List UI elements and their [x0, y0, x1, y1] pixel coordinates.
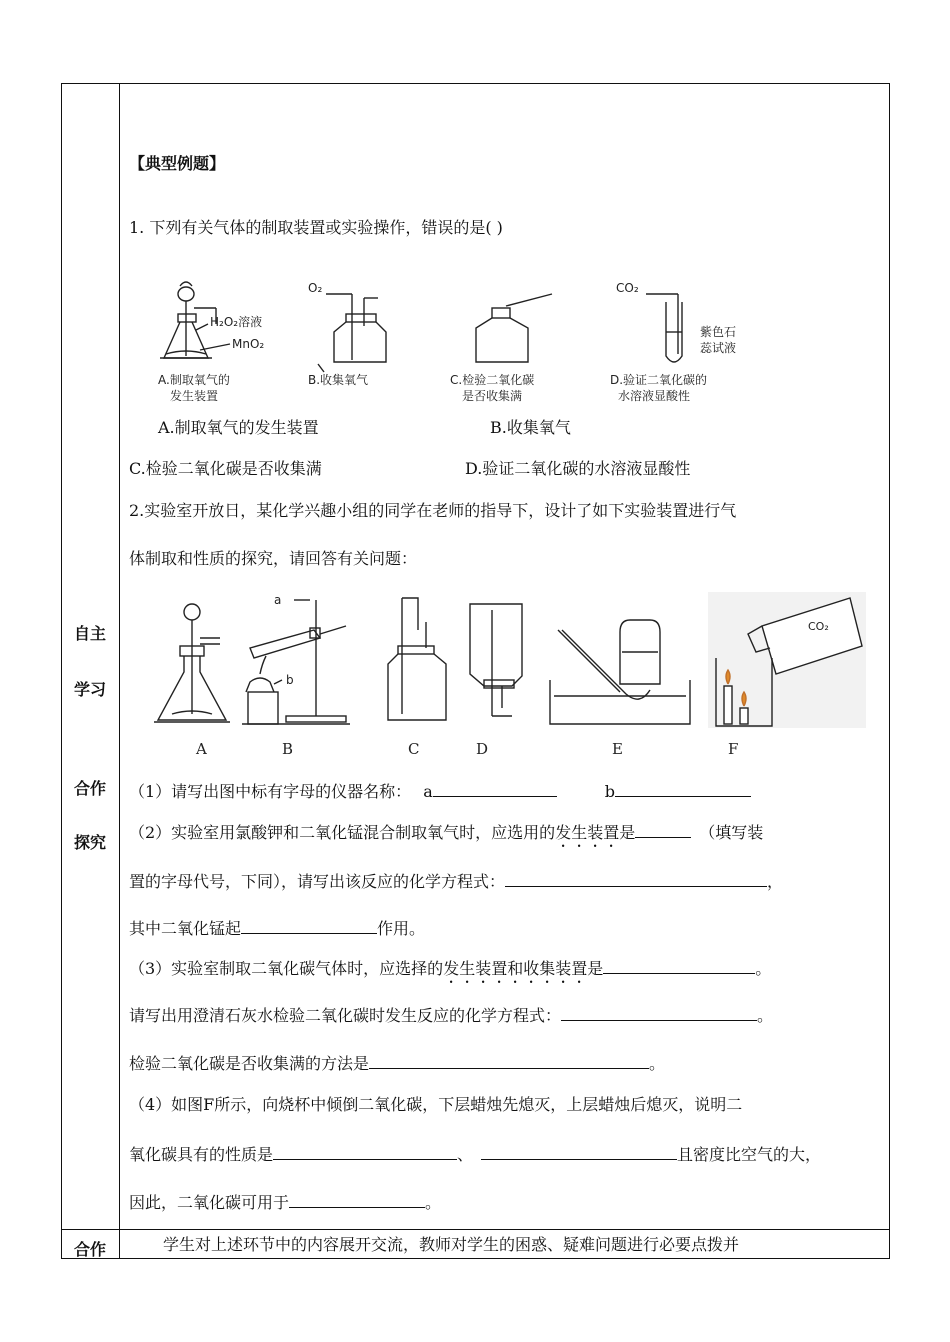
q1-label-litmus-2: 蕊试液	[700, 341, 737, 355]
side-label-xuexi: 学习	[73, 680, 106, 699]
q2-label-b: b	[286, 673, 294, 687]
q1-stem: 1. 下列有关气体的制取装置或实验操作，错误的是( )	[129, 218, 503, 237]
q2-label-co2: CO₂	[808, 620, 829, 633]
q2-part3-line2-end: 。	[757, 1006, 774, 1025]
q2-letter-c: C	[408, 740, 420, 758]
q2-letter-a: A	[196, 740, 207, 758]
table-left-column	[61, 83, 119, 1259]
q2-part2-blank-device[interactable]	[635, 823, 691, 838]
q1-caption-a1: A.制取氧气的	[158, 373, 230, 387]
q1-apparatus-c	[476, 294, 552, 362]
q2-apparatus-f	[708, 592, 866, 728]
q1-option-a: A.制取氧气的发生装置	[158, 418, 319, 437]
q1-caption-b: B.收集氧气	[308, 373, 369, 387]
q2-part4-line3-text: 因此，二氧化碳可用于	[129, 1193, 290, 1212]
bottom-row-text: 学生对上述环节中的内容展开交流，教师对学生的困惑、疑难问题进行必要点拨并	[163, 1235, 740, 1254]
q2-part4-blank-use[interactable]	[289, 1193, 425, 1208]
q2-part3-text-a: （3）实验室制取二氧化碳气体时，应选择的	[129, 959, 444, 978]
q1-apparatus-b	[318, 294, 386, 372]
q2-part2-blank-equation[interactable]	[505, 872, 767, 887]
q2-part4-line2-sep: 、	[457, 1145, 474, 1164]
q2-apparatus-c	[388, 598, 446, 720]
q2-part3-line3-text: 检验二氧化碳是否收集满的方法是	[129, 1054, 370, 1073]
q2-part2-line1	[129, 823, 763, 851]
q2-letter-e: E	[612, 740, 623, 758]
q2-stem-line1: 2.实验室开放日，某化学兴趣小组的同学在老师的指导下，设计了如下实验装置进行气	[129, 501, 737, 520]
q1-label-o2: O₂	[308, 281, 323, 295]
q2-part2-line3	[129, 919, 425, 937]
q1-option-d: D.验证二氧化碳的水溶液显酸性	[465, 459, 691, 478]
q2-apparatus-d	[470, 604, 522, 716]
q2-figure	[150, 590, 870, 760]
q2-part2-text-c: 是	[619, 823, 636, 842]
q2-part2-line2-text: 置的字母代号，下同），请写出该反应的化学方程式：	[129, 872, 506, 891]
q2-part2-text-d: （填写装	[699, 823, 764, 842]
q1-label-h2o2: H₂O₂溶液	[210, 315, 263, 329]
q2-part1-a-label: a	[423, 782, 433, 801]
q2-part4-line2	[129, 1145, 821, 1163]
q2-part3-blank-devices[interactable]	[603, 959, 755, 974]
q2-part1	[129, 782, 751, 800]
q2-part4-line2-text-c: 且密度比空气的大，	[677, 1145, 822, 1164]
q1-caption-a2: 发生装置	[170, 389, 219, 403]
q2-part3-line3-end: 。	[649, 1054, 666, 1073]
q2-part2-emphasis: 发生装置	[555, 823, 620, 842]
side-label-tanjiu: 探究	[73, 833, 106, 852]
q2-part3-text-c: 是	[587, 959, 604, 978]
q2-stem-line2: 体制取和性质的探究，请回答有关问题：	[129, 549, 418, 568]
q1-figure	[150, 278, 770, 410]
q2-part3-line2	[129, 1006, 773, 1024]
table-row-divider	[61, 1229, 890, 1230]
q2-part3-blank-equation[interactable]	[561, 1006, 757, 1021]
side-label-hezuo: 合作	[73, 779, 106, 798]
q2-letter-d: D	[476, 740, 489, 758]
q1-caption-d1: D.验证二氧化碳的	[610, 373, 708, 387]
q2-part2-text-a: （2）实验室用氯酸钾和二氧化锰混合制取氧气时，应选用的	[129, 823, 556, 842]
q2-letter-f: F	[728, 740, 739, 758]
q2-part4-line3	[129, 1193, 441, 1211]
q2-letter-b: B	[282, 740, 294, 758]
q1-option-b: B.收集氧气	[490, 418, 571, 437]
q2-part3-text-d: 。	[755, 959, 772, 978]
q1-caption-c1: C.检验二氧化碳	[450, 373, 535, 387]
q2-part3-line1	[129, 959, 771, 987]
q2-label-a: a	[274, 593, 282, 607]
q2-part2-blank-role[interactable]	[241, 919, 377, 934]
q2-part2-line2	[129, 872, 783, 890]
q2-part1-text: （1）请写出图中标有字母的仪器名称：	[129, 782, 412, 801]
q1-caption-d2: 水溶液显酸性	[618, 389, 691, 403]
q2-part4-line1: （4）如图F所示，向烧杯中倾倒二氧化碳，下层蜡烛先熄灭，上层蜡烛后熄灭，说明二	[129, 1095, 743, 1114]
q1-apparatus-d	[646, 294, 682, 362]
q2-part3-emphasis: 发生装置和收集装置	[443, 959, 588, 978]
q2-apparatus-e	[550, 620, 690, 724]
q2-part1-a-blank[interactable]	[433, 782, 557, 797]
side-label-hezuo-bottom: 合作	[73, 1240, 106, 1259]
q2-part4-blank-property2[interactable]	[481, 1145, 677, 1160]
q2-part4-line3-end: 。	[425, 1193, 442, 1212]
q2-apparatus-a	[154, 604, 230, 722]
q2-part1-b-label: b	[604, 782, 615, 801]
q2-apparatus-b	[242, 600, 350, 724]
q2-part2-line2-end: ，	[767, 872, 784, 891]
q2-part3-line2-text: 请写出用澄清石灰水检验二氧化碳时发生反应的化学方程式：	[129, 1006, 562, 1025]
q2-part2-line3-end: 作用。	[377, 919, 426, 938]
q1-option-c: C.检验二氧化碳是否收集满	[129, 459, 322, 478]
q2-part3-blank-method[interactable]	[369, 1054, 649, 1069]
q2-part4-blank-property1[interactable]	[273, 1145, 457, 1160]
q2-part1-b-blank[interactable]	[615, 782, 751, 797]
q2-part2-line3-text: 其中二氧化锰起	[129, 919, 242, 938]
q1-label-mno2: MnO₂	[232, 337, 265, 351]
side-label-zizhu: 自主	[73, 624, 106, 643]
q2-part4-line2-text-a: 氧化碳具有的性质是	[129, 1145, 274, 1164]
q2-part3-line3	[129, 1054, 665, 1072]
q1-label-litmus-1: 紫色石	[700, 325, 737, 339]
section-title: 【典型例题】	[129, 154, 226, 173]
q1-caption-c2: 是否收集满	[462, 389, 523, 403]
q1-label-co2: CO₂	[616, 281, 639, 295]
